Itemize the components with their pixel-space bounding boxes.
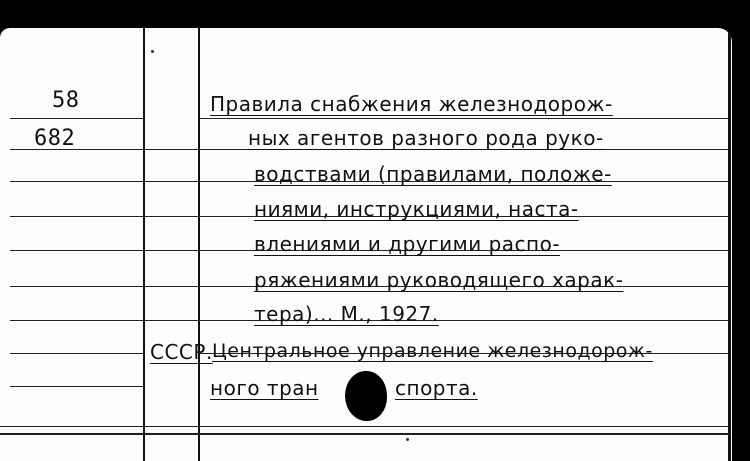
rule-middle	[145, 286, 198, 287]
publisher-line-2a: ного тран	[210, 376, 319, 400]
rule-left	[10, 181, 143, 182]
rule-bottom	[0, 426, 730, 427]
card-number-top: 58	[52, 88, 80, 113]
title-line-2: ных агентов разного рода руко-	[248, 126, 604, 150]
title-line-3: водствами (правилами, положе-	[254, 162, 612, 186]
rule-middle	[145, 320, 198, 321]
publisher-prefix: СССР.	[150, 340, 213, 364]
rule-bottom	[0, 433, 730, 435]
column-rule-left	[143, 28, 145, 461]
ink-dot	[151, 50, 154, 53]
rule-middle	[145, 181, 198, 182]
rule-right	[200, 118, 728, 119]
title-line-6: ряжениями руководящего харак-	[254, 268, 624, 292]
rule-middle	[145, 149, 198, 150]
rule-left	[10, 353, 143, 354]
rule-left	[10, 320, 143, 321]
card-number-bottom: 682	[34, 126, 76, 151]
title-line-4: ниями, инструкциями, наста-	[254, 197, 579, 221]
rule-left	[10, 118, 143, 119]
title-line-7: тера)... М., 1927.	[254, 302, 439, 326]
title-line-5: влениями и другими распо-	[254, 232, 561, 256]
rule-left	[10, 386, 143, 387]
title-line-1: Правила снабжения железнодорож-	[210, 92, 613, 116]
rule-middle	[145, 250, 198, 251]
card-edge-right	[728, 28, 731, 461]
publisher-line-1: Центральное управление железнодорож-	[212, 340, 653, 362]
ink-blot	[345, 371, 387, 421]
rule-left	[10, 216, 143, 217]
catalog-card	[0, 28, 732, 461]
rule-left	[10, 250, 143, 251]
rule-left	[10, 149, 143, 150]
rule-left	[10, 286, 143, 287]
rule-middle	[145, 216, 198, 217]
ink-dot	[406, 438, 409, 441]
column-rule-right	[198, 28, 200, 461]
publisher-line-2b: спорта.	[395, 376, 478, 400]
